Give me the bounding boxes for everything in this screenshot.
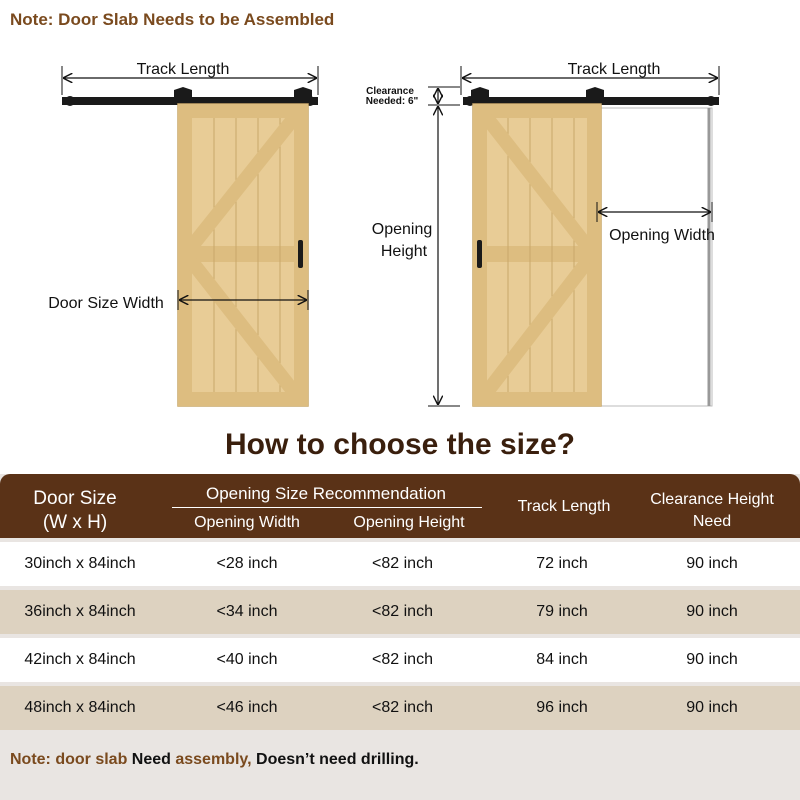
header-opening-group: Opening Size Recommendation [205,484,447,503]
header-clearance-line2: Need [692,513,732,530]
header-opening-width: Opening Width [194,514,300,531]
cell-clearance: 90 inch [686,555,738,572]
cell-clearance: 90 inch [686,603,738,620]
table-header [0,474,800,538]
table-row [0,638,800,682]
size-table [0,474,800,800]
cell-opening-height: <82 inch [372,651,433,668]
cell-opening-width: <28 inch [216,555,278,572]
opening-height-label-line2: Height [380,243,428,260]
cell-clearance: 90 inch [686,699,738,716]
cell-opening-width: <46 inch [216,699,278,716]
cell-track-length: 79 inch [536,603,588,620]
right-track-length-label: Track Length [567,61,661,78]
cell-track-length: 96 inch [536,699,588,716]
door-size-width-label: Door Size Width [48,295,164,312]
clearance-label-line2: Needed: 6" [365,96,419,107]
opening-height-dimension [372,105,460,406]
cell-track-length: 84 inch [536,651,588,668]
right-barn-door [473,104,601,406]
bottom-note-part2: Need [127,751,176,768]
cell-opening-width: <34 inch [216,603,278,620]
left-track-length-label: Track Length [136,61,230,78]
cell-opening-height: <82 inch [372,699,433,716]
cell-clearance: 90 inch [686,651,738,668]
header-opening-height: Opening Height [353,514,465,531]
header-group-divider [172,507,482,508]
table-row [0,686,800,730]
door-opening [600,108,712,406]
cell-door-size: 48inch x 84inch [24,699,136,716]
cell-door-size: 42inch x 84inch [24,651,136,668]
cell-opening-height: <82 inch [372,603,433,620]
clearance-label-line1: Clearance [366,86,414,97]
opening-height-label-line1: Opening [371,221,433,238]
bottom-note-part4: Doesn’t need drilling. [251,751,419,768]
header-clearance-line1: Clearance Height [650,491,774,508]
table-row [0,590,800,634]
bottom-note-part1: Note: door slab [10,751,128,768]
cell-door-size: 36inch x 84inch [24,603,136,620]
cell-door-size: 30inch x 84inch [24,555,136,572]
left-barn-door [178,104,308,406]
bottom-note-part3: assembly, [175,751,252,768]
barn-door-diagram [0,35,800,425]
cell-opening-width: <40 inch [216,651,278,668]
bottom-note [10,751,419,769]
table-row [0,542,800,586]
size-guide-heading: How to choose the size? [224,428,576,461]
header-track-length: Track Length [517,498,611,515]
top-note: Note: Door Slab Needs to be Assembled [10,10,335,29]
clearance-dimension [366,86,460,107]
header-door-size-line1: Door Size [33,488,117,509]
cell-opening-height: <82 inch [372,555,433,572]
cell-track-length: 72 inch [536,555,588,572]
opening-width-label: Opening Width [609,227,715,244]
header-door-size-line2: (W x H) [42,512,108,533]
